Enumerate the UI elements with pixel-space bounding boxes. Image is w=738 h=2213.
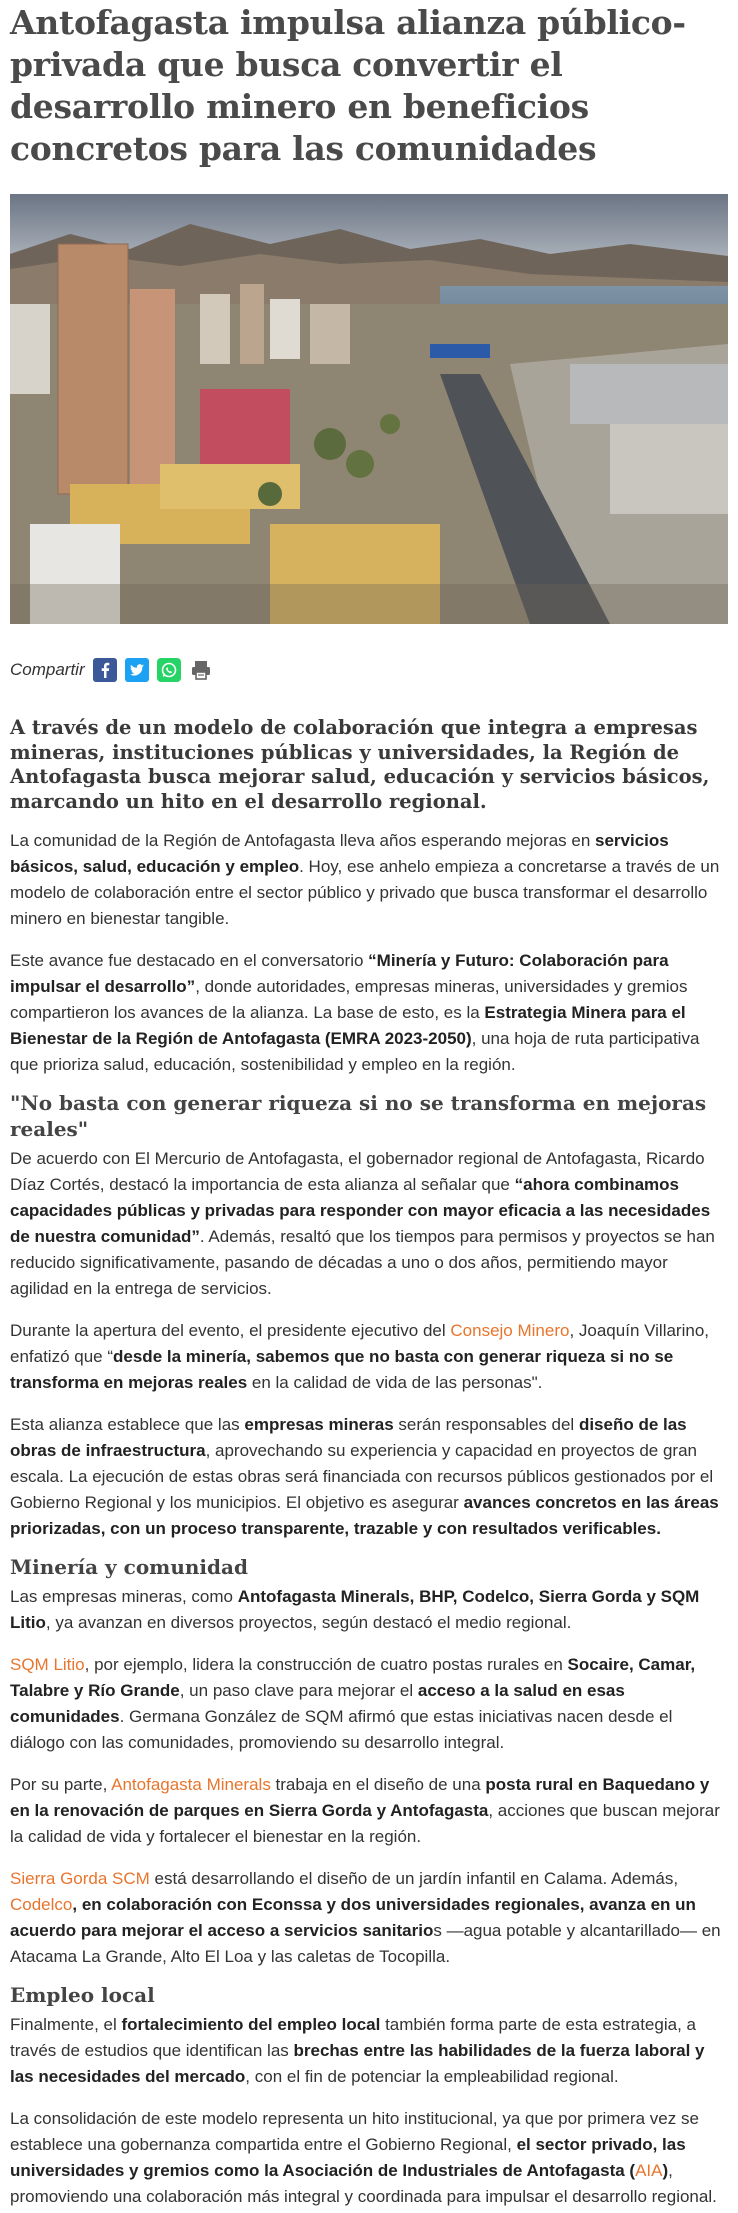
paragraph-10: Finalmente, el fortalecimiento del empleo local también forma parte de esta estrategia, a través de estudios que identifican las brechas entre las habilidades de la fuerza laboral y las necesidades del mercado, con el fin de potenciar la empleabilidad regional. [10,2015,705,2086]
link-antofagasta-minerals[interactable]: Antofagasta Minerals [111,1775,271,1794]
link-sierra-gorda-scm[interactable]: Sierra Gorda SCM [10,1869,150,1888]
link-consejo-minero[interactable]: Consejo Minero [450,1321,570,1340]
paragraph-5: Esta alianza establece que las empresas mineras serán responsables del diseño de las obras de infraestructura, aprovechando su experiencia y capacidad en proyectos de gran escala. La ejecución de estas obras será financiada con recursos públicos gestionados por el Gobierno Regional y los municipios. El objetivo es asegurar avances concretos en las áreas priorizadas, con un proceso transparente, trazable y con resultados verificables. [10,1415,719,1538]
twitter-icon[interactable] [125,658,149,682]
paragraph-1: La comunidad de la Región de Antofagasta lleva años esperando mejoras en servicios básicos, salud, educación y empleo. Hoy, ese anhelo empieza a concretarse a través de un modelo de colaboración entre el sector público y privado que busca transformar el desarrollo minero en bienestar tangible. [10,831,720,928]
share-label: Compartir [10,660,85,679]
section-heading-quote: "No basta con generar riqueza si no se transforma en mejoras reales" [10,1091,707,1141]
paragraph-11: La consolidación de este modelo representa un hito institucional, ya que por primera vez se establece una gobernanza compartida entre el Gobierno Regional, el sector privado, las universidades y gremios como la Asociación de Industriales de Antofagasta (AIA), promoviendo una colaboración más integral y coordinada para impulsar el desarrollo regional. [10,2109,717,2206]
paragraph-7: SQM Litio, por ejemplo, lidera la construcción de cuatro postas rurales en Socaire, Camar, Talabre y Río Grande, un paso clave para mejorar el acceso a la salud en esas comunidades. Germana González de SQM afirmó que estas iniciativas nacen desde el diálogo con las comunidades, promoviendo su desarrollo integral. [10,1655,696,1752]
paragraph-4: Durante la apertura del evento, el presidente ejecutivo del Consejo Minero, Joaquín Villarino, enfatizó que “desde la minería, sabemos que no basta con generar riqueza si no se transforma en mejoras reales en la calidad de vida de las personas". [10,1321,710,1392]
paragraph-8: Por su parte, Antofagasta Minerals trabaja en el diseño de una posta rural en Baquedano y en la renovación de parques en Sierra Gorda y Antofagasta, acciones que buscan mejorar la calidad de vida y fortalecer el bienestar en la región. [10,1775,720,1846]
article-title: Antofagasta impulsa alianza público-privada que busca convertir el desarrollo minero en beneficios concretos para las comunidades [10,3,686,168]
paragraph-3: De acuerdo con El Mercurio de Antofagasta, el gobernador regional de Antofagasta, Ricardo Díaz Cortés, destacó la importancia de esta alianza al señalar que “ahora combinamos capacidades públicas y privadas para responder con mayor eficacia a las necesidades de nuestra comunidad”. Además, resaltó que los tiempos para permisos y proyectos se han reducido significativamente, pasando de décadas a uno o dos años, permitiendo mayor agilidad en la entrega de servicios. [10,1149,715,1298]
link-sqm-litio[interactable]: SQM Litio [10,1655,85,1674]
paragraph-2: Este avance fue destacado en el conversatorio “Minería y Futuro: Colaboración para impulsar el desarrollo”, donde autoridades, empresas mineras, universidades y gremios compartieron los avances de la alianza. La base de esto, es la Estrategia Minera para el Bienestar de la Región de Antofagasta (EMRA 2023-2050), una hoja de ruta participativa que prioriza salud, educación, sostenibilidad y empleo en la región. [10,951,700,1074]
print-icon[interactable] [189,658,213,682]
facebook-icon[interactable] [93,658,117,682]
paragraph-6: Las empresas mineras, como Antofagasta Minerals, BHP, Codelco, Sierra Gorda y SQM Litio, ya avanzan en diversos proyectos, según destacó el medio regional. [10,1587,700,1632]
section-heading-mineria: Minería y comunidad [10,1555,248,1579]
share-bar [10,654,728,686]
section-heading-empleo: Empleo local [10,1983,155,2007]
lead-paragraph: A través de un modelo de colaboración que integra a empresas mineras, instituciones públicas y universidades, la Región de Antofagasta busca mejorar salud, educación y servicios básicos, marcando un hito en el desarrollo regional. [10,716,710,813]
link-aia[interactable]: AIA [635,2161,663,2180]
antofagasta-cityscape-illustration [10,194,728,624]
paragraph-9: Sierra Gorda SCM está desarrollando el diseño de un jardín infantil en Calama. Además, Codelco, en colaboración con Econssa y dos universidades regionales, avanza en un acuerdo para mejorar el acceso a servicios sanitarios —agua potable y alcantarillado— en Atacama La Grande, Alto El Loa y las caletas de Tocopilla. [10,1869,721,1966]
link-codelco[interactable]: Codelco [10,1895,73,1914]
hero-image [10,194,728,624]
whatsapp-icon[interactable] [157,658,181,682]
